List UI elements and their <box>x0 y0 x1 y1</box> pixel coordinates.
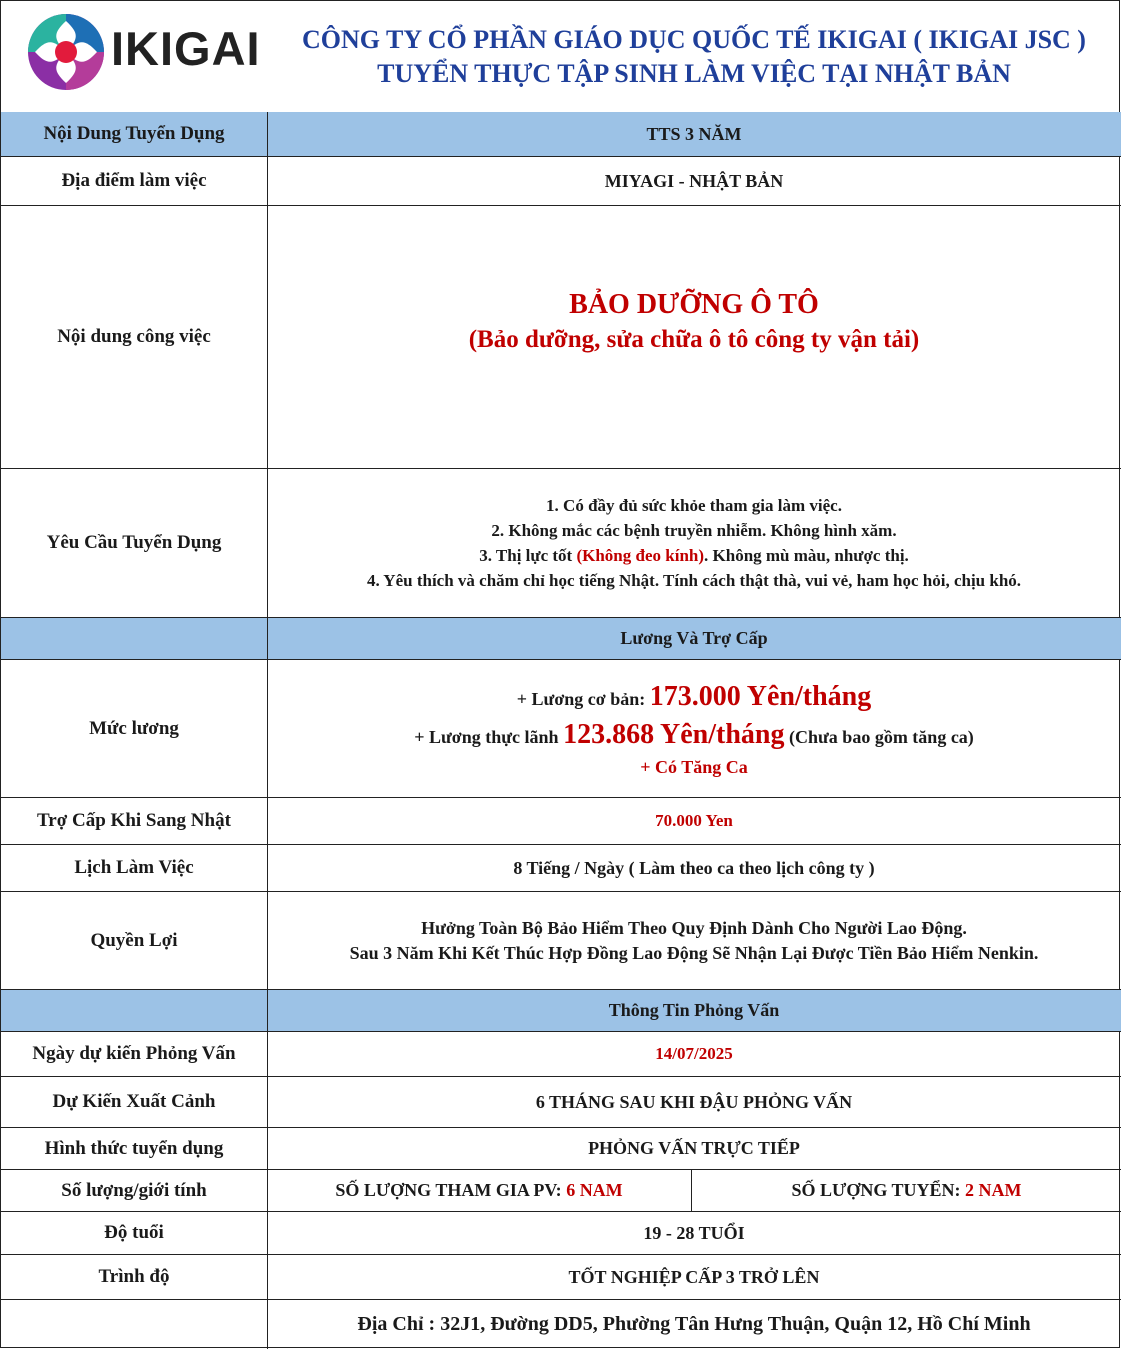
row-quantity <box>1 1170 1121 1212</box>
value-departure: 6 THÁNG SAU KHI ĐẬU PHỎNG VẤN <box>535 1091 853 1112</box>
value-education: TỐT NGHIỆP CẤP 3 TRỞ LÊN <box>568 1266 820 1287</box>
quantity-hire-value: 2 NAM <box>965 1180 1022 1200</box>
label-education: Trình độ <box>1 1255 268 1299</box>
row-salary <box>1 660 1121 798</box>
row-allowance <box>1 798 1121 845</box>
section-interview-title: Thông Tin Phỏng Vấn <box>608 1000 780 1020</box>
quantity-interview-prefix: SỐ LƯỢNG THAM GIA PV: <box>335 1180 562 1200</box>
row-job <box>1 206 1121 469</box>
logo-text: IKIGAI <box>111 22 261 75</box>
company-title <box>267 23 1121 91</box>
requirement-3-highlight: (Không đeo kính) <box>576 546 705 565</box>
row-age <box>1 1212 1121 1255</box>
salary-base-prefix: + Lương cơ bản: <box>516 688 650 709</box>
value-age: 19 - 28 TUỔI <box>643 1222 745 1243</box>
logo <box>1 1 267 112</box>
value-allowance: 70.000 Yen <box>655 811 733 830</box>
header <box>1 1 1121 113</box>
section-salary-blank <box>1 618 268 659</box>
salary-net-amount: 123.868 Yên/tháng <box>563 718 785 750</box>
requirement-3-rest: . Không mù màu, nhược thị. <box>704 546 909 565</box>
ikigai-logo-icon <box>27 11 105 93</box>
company-name: CÔNG TY CỔ PHẦN GIÁO DỤC QUỐC TẾ IKIGAI ( IKIGAI JSC ) <box>302 25 1086 54</box>
label-quantity: Số lượng/giới tính <box>1 1170 268 1211</box>
label-recruit: Nội Dung Tuyển Dụng <box>1 112 268 156</box>
salary-net-prefix: + Lương thực lãnh <box>414 726 564 747</box>
row-location <box>1 157 1121 206</box>
job-subtitle: (Bảo dưỡng, sửa chữa ô tô công ty vận tải) <box>468 326 920 353</box>
value-interview-date: 14/07/2025 <box>655 1044 733 1063</box>
label-schedule: Lịch Làm Việc <box>1 845 268 891</box>
label-form: Hình thức tuyển dụng <box>1 1128 268 1169</box>
value-form: PHỎNG VẤN TRỰC TIẾP <box>588 1138 800 1158</box>
value-requirements <box>267 469 1121 617</box>
job-title: BẢO DƯỠNG Ô TÔ <box>569 289 819 320</box>
label-location: Địa điểm làm việc <box>1 157 268 205</box>
benefit-2: Sau 3 Năm Khi Kết Thúc Hợp Đồng Lao Động Sẽ Nhận Lại Được Tiền Bảo Hiểm Nenkin. <box>349 942 1039 963</box>
salary-base <box>517 679 871 717</box>
salary-base-amount: 173.000 Yên/tháng <box>649 680 872 712</box>
label-requirements: Yêu Cầu Tuyển Dụng <box>1 469 268 617</box>
row-interview-date <box>1 1032 1121 1077</box>
salary-overtime: + Có Tăng Ca <box>640 756 748 777</box>
value-location: MIYAGI - NHẬT BẢN <box>604 170 784 191</box>
section-salary-title: Lương Và Trợ Cấp <box>620 628 768 648</box>
value-salary <box>267 660 1121 797</box>
label-benefits: Quyền Lợi <box>1 892 268 989</box>
label-address-blank <box>1 1300 268 1349</box>
salary-net-note: (Chưa bao gồm tăng ca) <box>784 726 974 747</box>
row-requirements <box>1 469 1121 618</box>
requirement-4: 4. Yêu thích và chăm chỉ học tiếng Nhật. Tính cách thật thà, vui vẻ, ham học hỏi, chịu khó. <box>366 571 1022 590</box>
row-education <box>1 1255 1121 1300</box>
section-interview <box>1 990 1121 1032</box>
section-salary <box>1 618 1121 660</box>
value-quantity <box>267 1170 1121 1211</box>
row-form <box>1 1128 1121 1170</box>
row-schedule <box>1 845 1121 892</box>
requirement-2: 2. Không mắc các bệnh truyền nhiễm. Không hình xăm. <box>491 521 897 540</box>
label-allowance: Trợ Cấp Khi Sang Nhật <box>1 798 268 844</box>
value-schedule: 8 Tiếng / Ngày ( Làm theo ca theo lịch công ty ) <box>513 857 875 878</box>
benefit-1: Hưởng Toàn Bộ Bảo Hiểm Theo Quy Định Dành Cho Người Lao Động. <box>421 917 967 938</box>
label-interview-date: Ngày dự kiến Phỏng Vấn <box>1 1032 268 1076</box>
quantity-hire-prefix: SỐ LƯỢNG TUYỂN: <box>791 1180 961 1200</box>
quantity-hire <box>692 1170 1121 1211</box>
label-salary: Mức lương <box>1 660 268 797</box>
label-job: Nội dung công việc <box>1 206 268 468</box>
value-job <box>267 206 1121 468</box>
salary-net <box>414 717 974 755</box>
requirement-3-text: 3. Thị lực tốt <box>479 546 577 565</box>
address: Địa Chỉ : 32J1, Đường DD5, Phường Tân Hưng Thuận, Quận 12, Hồ Chí Minh <box>357 1313 1031 1335</box>
recruit-headline: TUYỂN THỰC TẬP SINH LÀM VIỆC TẠI NHẬT BẢN <box>377 59 1011 88</box>
label-age: Độ tuổi <box>1 1212 268 1254</box>
quantity-interview <box>267 1170 692 1211</box>
requirement-3 <box>479 543 909 568</box>
row-address <box>1 1300 1121 1349</box>
row-recruit <box>1 112 1121 157</box>
row-departure <box>1 1077 1121 1128</box>
label-departure: Dự Kiến Xuất Cảnh <box>1 1077 268 1127</box>
row-benefits <box>1 892 1121 990</box>
value-recruit: TTS 3 NĂM <box>646 123 742 144</box>
value-benefits <box>267 892 1121 989</box>
section-interview-blank <box>1 990 268 1031</box>
quantity-interview-value: 6 NAM <box>566 1180 623 1200</box>
requirement-1: 1. Có đầy đủ sức khỏe tham gia làm việc. <box>546 496 842 515</box>
